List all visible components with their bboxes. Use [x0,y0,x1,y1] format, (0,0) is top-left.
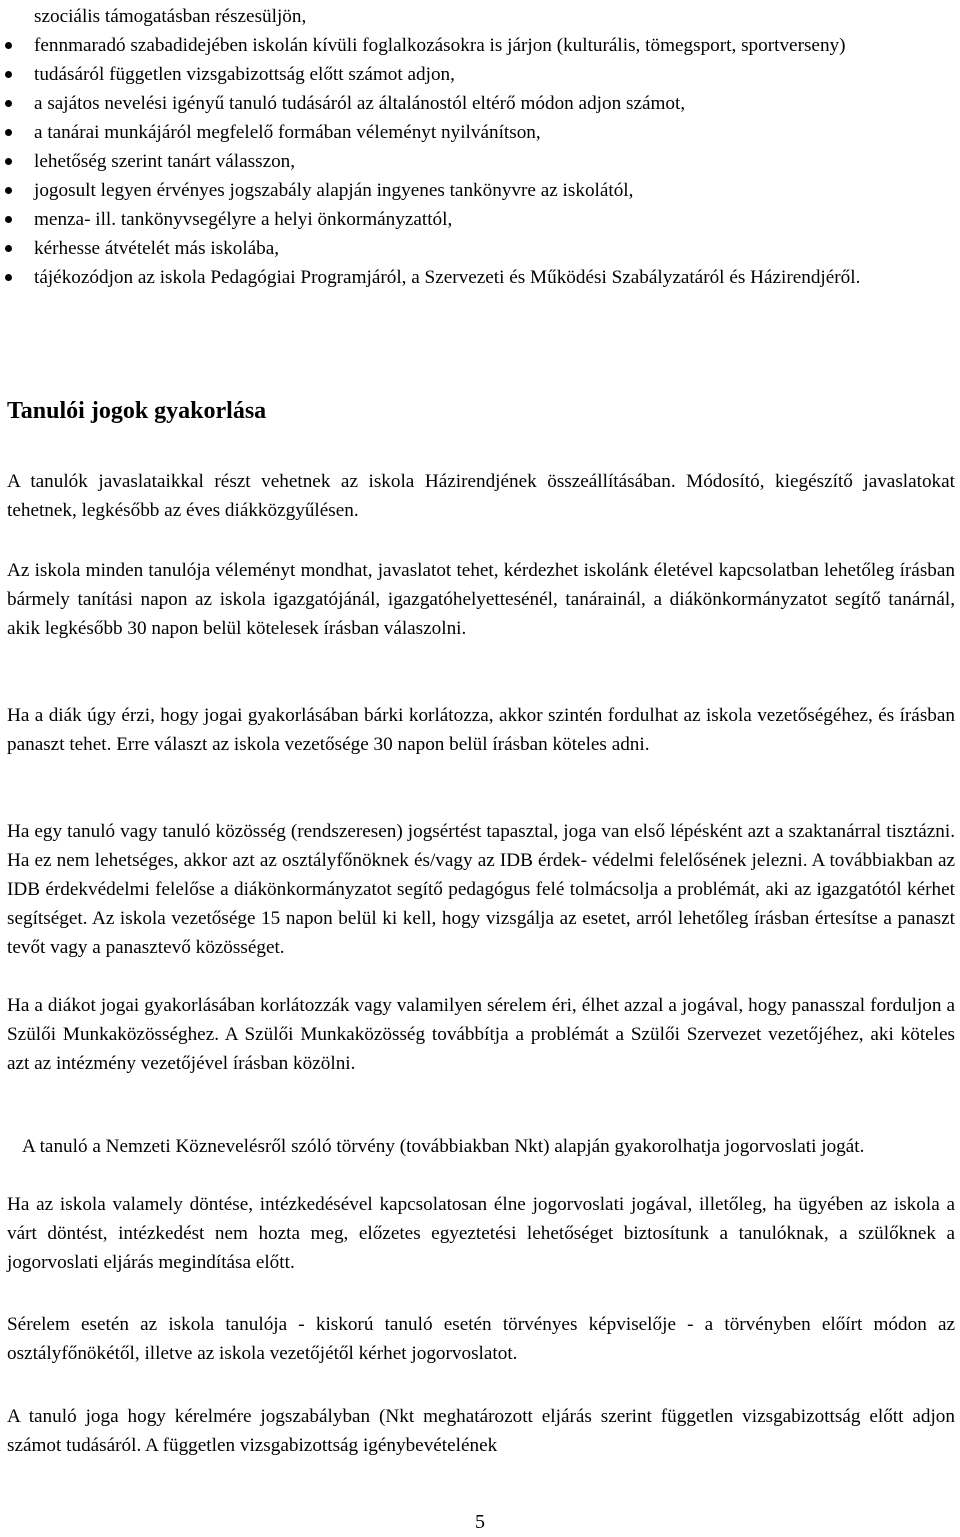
list-item: tájékozódjon az iskola Pedagógiai Programjáról, a Szervezeti és Működési Szabályzatáról és Házirendjéről. [0,263,955,292]
paragraph-complaint: Ha a diák úgy érzi, hogy jogai gyakorlásában bárki korlátozza, akkor szintén fordulhat az iskola vezetőségéhez, és írásban panaszt tehet. Erre választ az iskola vezetősége 30 napon belül írásban köteles adni. [7,705,955,755]
list-item: tudásáról független vizsgabizottság előtt számot adjon, [0,60,955,89]
list-item: fennmaradó szabadidejében iskolán kívüli foglalkozásokra is járjon (kulturális, tömegsport, sportverseny) [0,31,955,60]
list-item: kérhesse átvételét más iskolába, [0,234,955,263]
rights-bullet-list [0,31,955,292]
list-item: a sajátos nevelési igényű tanuló tudásáról az általánostól eltérő módon adjon számot, [0,89,955,118]
list-item: menza- ill. tankönyvsegélyre a helyi önkormányzattól, [0,205,955,234]
paragraph-proposals: A tanulók javaslataikkal részt vehetnek az iskola Házirendjének összeállításában. Módosító, kiegészítő javaslatokat tehetnek, legkésőbb az éves diákközgyűlésen. [7,471,955,521]
paragraph-prior-reconciliation: Ha az iskola valamely döntése, intézkedésével kapcsolatosan élne jogorvoslati jogával, illetőleg, ha ügyében az iskola a várt döntést, intézkedést nem hozta meg, előzetes egyeztetési lehetőséget biztosítunk a tanulóknak, a szülőknek a jogorvoslati eljárás megindítása előtt. [7,1194,955,1273]
paragraph-independent-exam: A tanuló joga hogy kérelmére jogszabályban (Nkt meghatározott eljárás szerint független vizsgabizottság előtt adjon számot tudásáról. A független vizsgabizottság igénybevételének [7,1406,955,1456]
paragraph-grievance: Sérelem esetén az iskola tanulója - kiskorú tanuló esetén törvényes képviselője - a törvényben előírt módon az osztályfőnökétől, illetve az iskola vezetőjétől kérhet jogorvoslatot. [7,1314,955,1364]
list-item: a tanárai munkájáról megfelelő formában véleményt nyilvánítson, [0,118,955,147]
paragraph-legal-remedy: A tanuló a Nemzeti Köznevelésről szóló törvény (továbbiakban Nkt) alapján gyakorolhatja jogorvoslati jogát. [22,1136,865,1157]
paragraph-parents-community: Ha a diákot jogai gyakorlásában korlátozzák vagy valamilyen sérelem éri, élhet azzal a jogával, hogy panasszal forduljon a Szülői Munkaközösséghez. A Szülői Munkaközösség továbbítja a problémát a Szülői Szervezet vezetőjéhez, aki köteles azt az intézmény vezetőjével írásban közölni. [7,995,955,1074]
page-number: 5 [475,1511,485,1533]
section-heading: Tanulói jogok gyakorlása [7,398,267,424]
paragraph-violation: Ha egy tanuló vagy tanuló közösség (rendszeresen) jogsértést tapasztal, joga van első lépésként azt a szaktanárral tisztázni. Ha ez nem lehetséges, akkor azt az osztályfőnöknek és/vagy az IDB érdek- védelmi felelősének jelezni. A továbbiakban az IDB érdekvédelmi felelőse a diákönkormányzatot segítő pedagógus felé tolmácsolja a problémát, aki az igazgatótól kérhet segítséget. Az iskola vezetősége 15 napon belül ki kell, hogy vizsgálja az esetet, arról lehetőleg írásban értesítse a panaszt tevőt vagy a panasztevő közösséget. [7,821,955,958]
list-item: jogosult legyen érvényes jogszabály alapján ingyenes tankönyvre az iskolától, [0,176,955,205]
continuation-line: szociális támogatásban részesüljön, [34,6,307,27]
paragraph-opinion: Az iskola minden tanulója véleményt mondhat, javaslatot tehet, kérdezhet iskolánk életével kapcsolatban lehetőleg írásban bármely tanítási napon az iskola igazgatójánál, igazgatóhelyettesénél, tanárainál, a diákönkormányzatot segítő tanárnál, akik legkésőbb 30 napon belül kötelesek írásban válaszolni. [7,560,955,639]
list-item: lehetőség szerint tanárt válasszon, [0,147,955,176]
